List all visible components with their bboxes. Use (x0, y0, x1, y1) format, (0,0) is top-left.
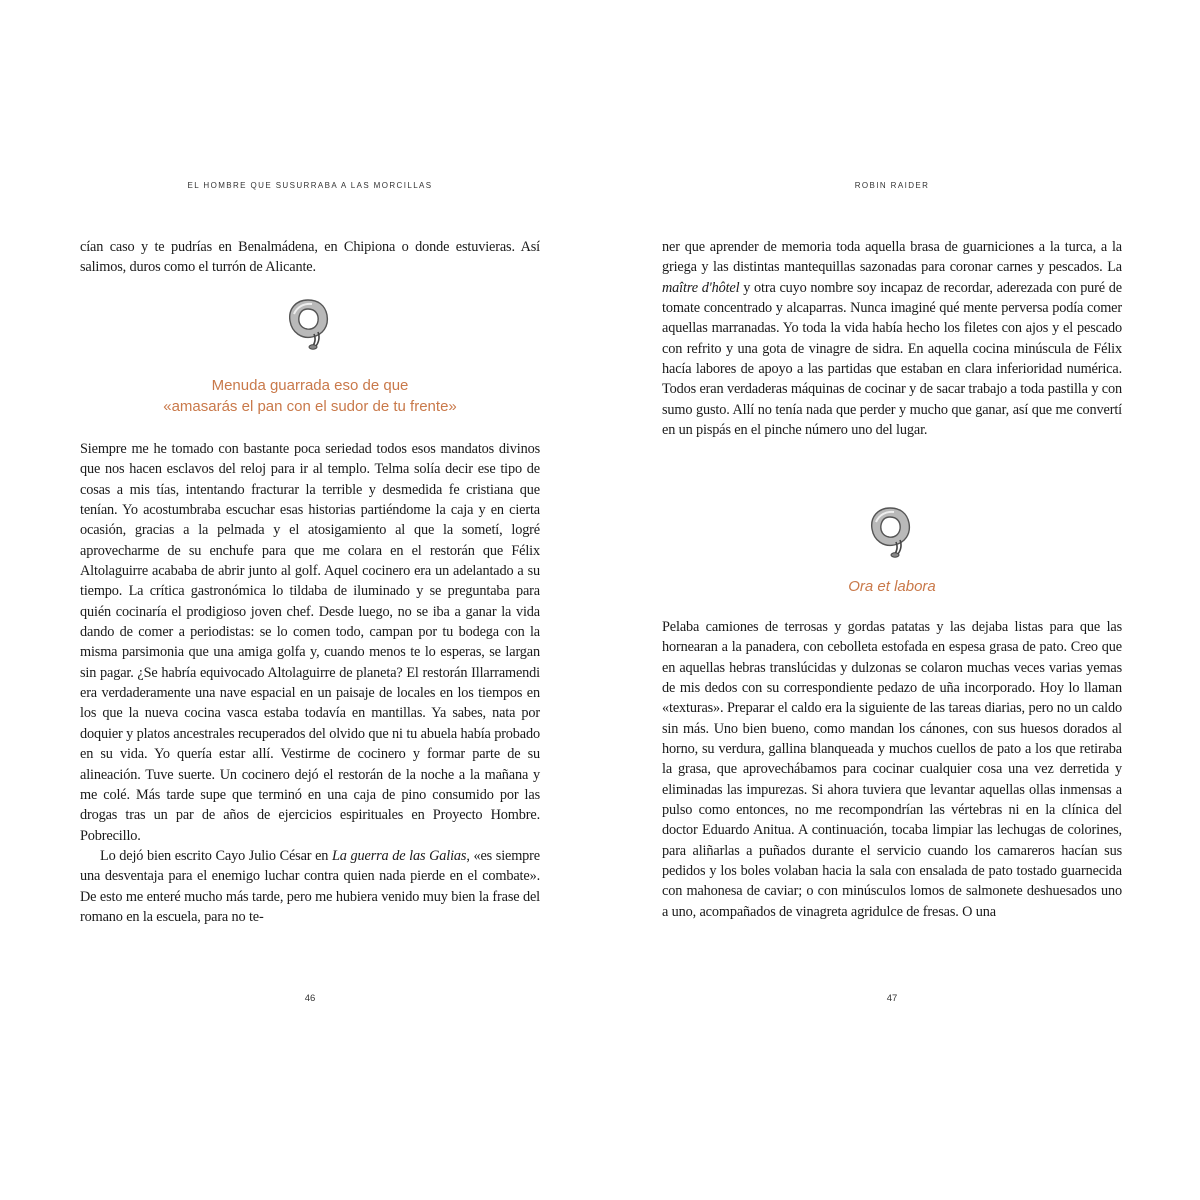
right-page (662, 0, 1122, 1200)
right-opening-end: y otra cuyo nombre soy incapaz de recordar, aderezada con puré de tomate concentrado y alcaparras. Nunca imaginé qué mente perversa podía comer aquellas marranadas. Yo toda la vida había hecho los filetes con ajos y el pescado con refrito y una gota de vinagre de sidra. En aquella cocina minúscula de Félix hacía labores de apoyo a las partidas que estaban en clara inferioridad numérica. Todos eran verdaderas máquinas de cocinar y de sacar trabajo a toda pastilla y con sumo gusto. Allí no tenía nada que perder y mucho que ganar, así que me convertí en un pispás en el pinche número uno del lugar. (662, 279, 1122, 439)
right-body-text (662, 617, 1122, 922)
left-running-head: EL HOMBRE QUE SUSURRABA A LAS MORCILLAS (187, 181, 433, 190)
maitre-dhotel-italic: maître d'hôtel (662, 279, 740, 296)
right-opening-paragraph (662, 237, 1122, 440)
right-paragraph-1: Pelaba camiones de terrosas y gordas patatas y las dejaba listas para que las hornearan a la panadera, con cebolleta estofada en espesa grasa de pato. Creo que en aquellas hebras translúcidas y dulzonas se colaron muchas veces varias yemas de mis dedos con su correspondiente pedazo de uña incorporado. Hoy lo llaman «texturas». Preparar el caldo era la siguiente de las tareas diarias, pero no un caldo sin más. Uno bien bueno, como mandan los cánones, con sus huesos dorados al horno, su verdura, gallina blanqueada y muchos cuellos de pato a los que retiraba la grasa, que aprovechábamos para cocinar cualquier cosa una vez derretida y eliminadas las impurezas. Si ahora tuviera que levantar aquellas ollas inmensas a pulso como entonces, no me recompondrían las vértebras ni en la clínica del doctor Eduardo Anitua. A continuación, tocaba limpiar las lechugas de colorines, para aliñarlas a puñados durante el servicio cuando los camareros hacían sus pedidos y los boles volaban hacia la sala con ensalada de pato tostado guarnecida con mahonesa de caviar; o con minúsculos lomos de salmonete deshuesados uno a uno, acompañados de vinagreta agridulce de fresas. O una (662, 619, 1122, 920)
left-page-number: 46 (304, 993, 316, 1004)
left-paragraph-2-start: Lo dejó bien escrito Cayo Julio César en (100, 847, 332, 864)
morcilla-ornament-icon (866, 502, 916, 558)
left-opening-text (80, 237, 540, 278)
right-opening-start: ner que aprender de memoria toda aquella brasa de guarniciones a la turca, a la griega y las distintas mantequillas sazonadas para coronar carnes y pescados. La (662, 239, 1122, 276)
right-opening-text (662, 237, 1122, 440)
left-paragraph-2-end: , «es siempre una desventaja para el enemigo luchar contra quien nada pierde en el combate». De esto me enteré mucho más tarde, pero me hubiera venido muy bien la frase del romano en la escuela, para no te- (80, 847, 540, 925)
morcilla-ornament-icon (284, 294, 334, 350)
left-section-title-line2: «amasarás el pan con el sudor de tu frente» (163, 398, 457, 415)
left-page (80, 0, 540, 1200)
left-paragraph-2 (80, 846, 540, 927)
right-section-title: Ora et labora (848, 578, 936, 595)
left-paragraph-1: Siempre me he tomado con bastante poca seriedad todos esos mandatos divinos que nos hacen esclavos del reloj para ir al templo. Telma solía decir ese tipo de cosas a mis tías, intentando fracturar la terrible y desmedida fe cristiana que tenían. Yo acostumbraba escuchar esas historias partiéndome la caja y en cierta ocasión, gracias a la pelmada y el atosigamiento al que la sometí, logré aprovecharme de su enchufe para que me colara en el restorán que Félix Altolaguirre acababa de abrir junto al golf. Aquel cocinero era un adelantado a su tiempo. La crítica gastronómica lo tildaba de iluminado y se preguntaba para quién cocinaría el prodigioso joven chef. Desde luego, no se iba a ganar la vida dando de comer a periodistas: se lo comen todo, campan por tu bodega con la misma parsimonia que una amiga golfa y, cuando menos te lo esperas, se largan sin pagar. ¿Se habría equivocado Altolaguirre de planeta? El restorán Illarramendi era verdaderamente una nave espacial en un paisaje de locales en los tiempos en los que la nueva cocina vasca estaba todavía en mantillas. Ya sabes, nata por doquier y platos ancestrales recuperados del olvido que ni tu abuela había probado en su vida. Yo quería estar allí. Vestirme de cocinero y formar parte de su alineación. Tuve suerte. Un cocinero dejó el restorán de la noche a la mañana y me colé. Más tarde supe que terminó en una caja de pino consumido por las drogas tras un par de años de ejercicios espirituales en Proyecto Hombre. Pobrecillo. (80, 441, 540, 844)
left-opening-paragraph: cían caso y te pudrías en Benalmádena, en Chipiona o donde estuvieras. Así salimos, duros como el turrón de Alicante. (80, 239, 540, 276)
left-section-title-line1: Menuda guarrada eso de que (211, 377, 409, 394)
right-running-head: ROBIN RAIDER (854, 181, 930, 190)
right-page-number: 47 (886, 993, 898, 1004)
book-title-italic: La guerra de las Galias (332, 847, 467, 864)
left-body-text (80, 439, 540, 927)
